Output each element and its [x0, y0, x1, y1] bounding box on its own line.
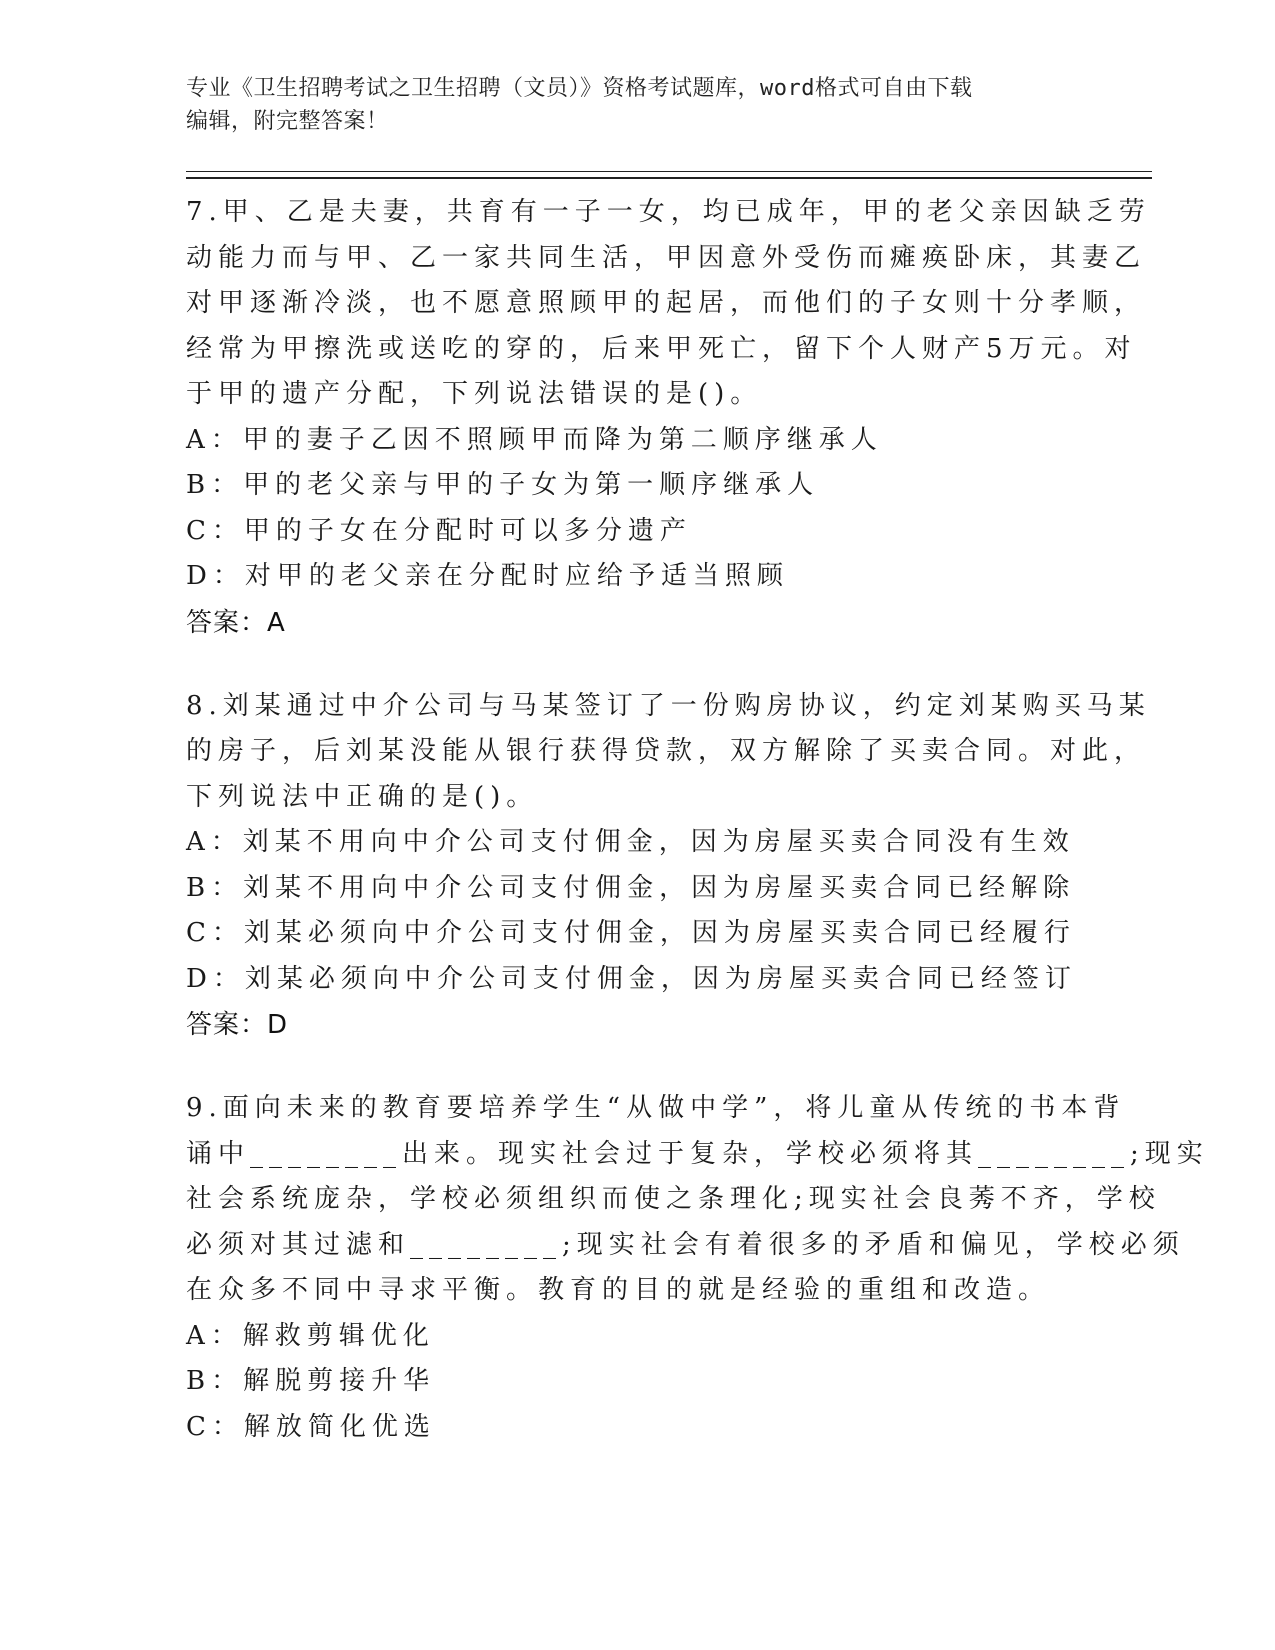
question-stem: [186, 1086, 1209, 1314]
option-a: A：甲的妻子乙因不照顾甲而降为第二顺序继承人: [186, 424, 883, 455]
option-b: B：刘某不用向中介公司支付佣金，因为房屋买卖合同已经解除: [186, 872, 1076, 903]
header-divider-thin: [186, 171, 1152, 172]
header-line-1: 专业《卫生招聘考试之卫生招聘（文员）》资格考试题库，word格式可自由下载: [186, 76, 973, 101]
option-b: B：解脱剪接升华: [186, 1366, 436, 1396]
stem-line: 对甲逐渐冷淡，也不愿意照顾甲的起居，而他们的子女则十分孝顺，: [186, 288, 1147, 318]
question-7: [186, 190, 1151, 646]
option-a: A：刘某不用向中介公司支付佣金，因为房屋买卖合同没有生效: [186, 827, 1075, 857]
stem-line: 必须对其过滤和________;现实社会有着很多的矛盾和偏见，学校必须: [186, 1229, 1185, 1260]
question-8: [186, 684, 1151, 1049]
stem-line: 下列说法中正确的是()。: [186, 781, 539, 812]
stem-line: 社会系统庞杂，学校必须组织而使之条理化;现实社会良莠不齐，学校: [186, 1184, 1161, 1214]
question-stem: [186, 190, 1151, 418]
answer-line: 答案：D: [186, 1010, 289, 1040]
stem-line: 7.甲、乙是夫妻，共育有一子一女，均已成年，甲的老父亲因缺乏劳: [186, 197, 1151, 227]
stem-line: 的房子，后刘某没能从银行获得贷款，双方解除了买卖合同。对此，: [186, 736, 1147, 766]
option-c: C：解放简化优选: [186, 1411, 436, 1442]
question-stem: [186, 684, 1151, 821]
stem-line: 动能力而与甲、乙一家共同生活，甲因意外受伤而瘫痪卧床，其妻乙: [186, 242, 1147, 273]
option-d: D：对甲的老父亲在分配时应给予适当照顾: [186, 561, 789, 591]
option-a: A：解救剪辑优化: [186, 1320, 435, 1351]
option-c: C：甲的子女在分配时可以多分遗产: [186, 515, 692, 546]
header-line-2: 编辑，附完整答案！: [186, 109, 389, 134]
question-9: [186, 1086, 1209, 1450]
option-c: C：刘某必须向中介公司支付佣金，因为房屋买卖合同已经履行: [186, 918, 1076, 948]
question-list: [186, 190, 1209, 1488]
stem-line: 于甲的遗产分配，下列说法错误的是()。: [186, 379, 763, 409]
stem-line: 9.面向未来的教育要培养学生“从做中学”，将儿童从传统的书本背: [186, 1093, 1126, 1123]
option-b: B：甲的老父亲与甲的子女为第一顺序继承人: [186, 470, 820, 500]
answer-line: 答案：A: [186, 607, 286, 638]
stem-line: 经常为甲擦洗或送吃的穿的，后来甲死亡，留下个人财产5万元。对: [186, 333, 1137, 364]
header-divider-thick: [186, 177, 1152, 179]
option-d: D：刘某必须向中介公司支付佣金，因为房屋买卖合同已经签订: [186, 963, 1077, 994]
stem-line: 8.刘某通过中介公司与马某签订了一份购房协议，约定刘某购买马某: [186, 690, 1151, 721]
stem-line: 在众多不同中寻求平衡。教育的目的就是经验的重组和改造。: [186, 1275, 1051, 1305]
stem-line: 诵中________出来。现实社会过于复杂，学校必须将其________;现实: [186, 1138, 1209, 1169]
document-header: [186, 72, 1066, 138]
